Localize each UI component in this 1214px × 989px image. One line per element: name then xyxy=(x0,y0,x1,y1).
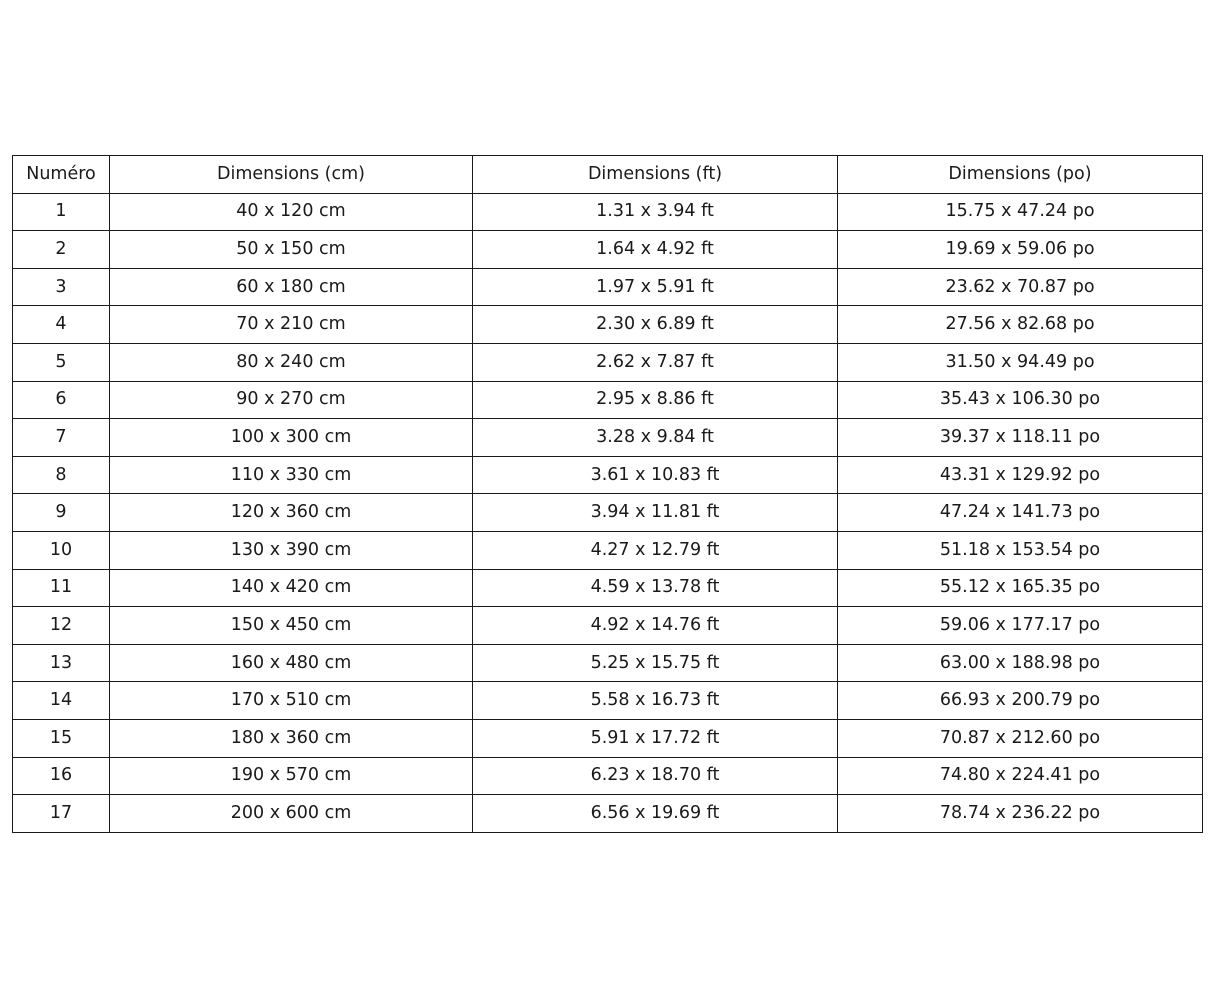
cell-numero: 11 xyxy=(13,569,110,607)
cell-dimensions-cm: 140 x 420 cm xyxy=(110,569,473,607)
table-row xyxy=(13,569,1203,607)
cell-dimensions-ft: 2.30 x 6.89 ft xyxy=(473,306,838,344)
cell-dimensions-po: 47.24 x 141.73 po xyxy=(838,494,1203,532)
cell-dimensions-ft: 1.64 x 4.92 ft xyxy=(473,231,838,269)
cell-dimensions-cm: 170 x 510 cm xyxy=(110,682,473,720)
cell-dimensions-cm: 110 x 330 cm xyxy=(110,456,473,494)
cell-dimensions-cm: 70 x 210 cm xyxy=(110,306,473,344)
cell-dimensions-po: 31.50 x 94.49 po xyxy=(838,343,1203,381)
cell-dimensions-po: 43.31 x 129.92 po xyxy=(838,456,1203,494)
cell-dimensions-po: 55.12 x 165.35 po xyxy=(838,569,1203,607)
column-header-dimensions-po: Dimensions (po) xyxy=(838,156,1203,194)
cell-numero: 8 xyxy=(13,456,110,494)
table-row xyxy=(13,757,1203,795)
table-row xyxy=(13,607,1203,645)
cell-dimensions-ft: 2.95 x 8.86 ft xyxy=(473,381,838,419)
cell-numero: 6 xyxy=(13,381,110,419)
cell-dimensions-po: 27.56 x 82.68 po xyxy=(838,306,1203,344)
cell-numero: 13 xyxy=(13,644,110,682)
table-row xyxy=(13,644,1203,682)
table-row xyxy=(13,531,1203,569)
cell-dimensions-ft: 6.56 x 19.69 ft xyxy=(473,795,838,833)
table-row xyxy=(13,719,1203,757)
cell-dimensions-cm: 80 x 240 cm xyxy=(110,343,473,381)
cell-numero: 5 xyxy=(13,343,110,381)
table-body xyxy=(13,193,1203,832)
cell-dimensions-cm: 60 x 180 cm xyxy=(110,268,473,306)
cell-dimensions-ft: 5.25 x 15.75 ft xyxy=(473,644,838,682)
cell-numero: 9 xyxy=(13,494,110,532)
table-row xyxy=(13,682,1203,720)
cell-dimensions-cm: 100 x 300 cm xyxy=(110,419,473,457)
cell-dimensions-po: 51.18 x 153.54 po xyxy=(838,531,1203,569)
cell-numero: 3 xyxy=(13,268,110,306)
cell-dimensions-cm: 180 x 360 cm xyxy=(110,719,473,757)
cell-numero: 17 xyxy=(13,795,110,833)
cell-dimensions-ft: 6.23 x 18.70 ft xyxy=(473,757,838,795)
cell-dimensions-po: 74.80 x 224.41 po xyxy=(838,757,1203,795)
cell-dimensions-po: 39.37 x 118.11 po xyxy=(838,419,1203,457)
cell-dimensions-cm: 40 x 120 cm xyxy=(110,193,473,231)
table-header-row xyxy=(13,156,1203,194)
cell-dimensions-ft: 5.58 x 16.73 ft xyxy=(473,682,838,720)
cell-dimensions-cm: 130 x 390 cm xyxy=(110,531,473,569)
table-row xyxy=(13,419,1203,457)
cell-dimensions-ft: 4.27 x 12.79 ft xyxy=(473,531,838,569)
table-row xyxy=(13,456,1203,494)
cell-dimensions-po: 66.93 x 200.79 po xyxy=(838,682,1203,720)
cell-dimensions-cm: 160 x 480 cm xyxy=(110,644,473,682)
table-header xyxy=(13,156,1203,194)
cell-numero: 10 xyxy=(13,531,110,569)
cell-dimensions-cm: 120 x 360 cm xyxy=(110,494,473,532)
cell-dimensions-po: 59.06 x 177.17 po xyxy=(838,607,1203,645)
table-row xyxy=(13,306,1203,344)
table-row xyxy=(13,231,1203,269)
cell-dimensions-cm: 200 x 600 cm xyxy=(110,795,473,833)
cell-numero: 12 xyxy=(13,607,110,645)
dimensions-table-container xyxy=(12,155,1202,833)
cell-numero: 14 xyxy=(13,682,110,720)
column-header-dimensions-cm: Dimensions (cm) xyxy=(110,156,473,194)
cell-dimensions-cm: 50 x 150 cm xyxy=(110,231,473,269)
table-row xyxy=(13,494,1203,532)
table-row xyxy=(13,381,1203,419)
cell-dimensions-ft: 4.59 x 13.78 ft xyxy=(473,569,838,607)
cell-dimensions-po: 63.00 x 188.98 po xyxy=(838,644,1203,682)
table-row xyxy=(13,268,1203,306)
cell-dimensions-ft: 4.92 x 14.76 ft xyxy=(473,607,838,645)
table-row xyxy=(13,795,1203,833)
cell-dimensions-ft: 1.31 x 3.94 ft xyxy=(473,193,838,231)
cell-dimensions-ft: 1.97 x 5.91 ft xyxy=(473,268,838,306)
cell-dimensions-po: 23.62 x 70.87 po xyxy=(838,268,1203,306)
cell-dimensions-ft: 5.91 x 17.72 ft xyxy=(473,719,838,757)
cell-dimensions-cm: 90 x 270 cm xyxy=(110,381,473,419)
column-header-numero: Numéro xyxy=(13,156,110,194)
cell-numero: 1 xyxy=(13,193,110,231)
cell-numero: 15 xyxy=(13,719,110,757)
cell-numero: 7 xyxy=(13,419,110,457)
cell-dimensions-ft: 3.61 x 10.83 ft xyxy=(473,456,838,494)
cell-dimensions-po: 15.75 x 47.24 po xyxy=(838,193,1203,231)
table-row xyxy=(13,193,1203,231)
cell-numero: 2 xyxy=(13,231,110,269)
cell-dimensions-ft: 3.94 x 11.81 ft xyxy=(473,494,838,532)
cell-dimensions-po: 78.74 x 236.22 po xyxy=(838,795,1203,833)
cell-dimensions-ft: 2.62 x 7.87 ft xyxy=(473,343,838,381)
cell-dimensions-cm: 150 x 450 cm xyxy=(110,607,473,645)
cell-numero: 16 xyxy=(13,757,110,795)
cell-dimensions-ft: 3.28 x 9.84 ft xyxy=(473,419,838,457)
table-row xyxy=(13,343,1203,381)
dimensions-table xyxy=(12,155,1203,833)
cell-numero: 4 xyxy=(13,306,110,344)
cell-dimensions-po: 70.87 x 212.60 po xyxy=(838,719,1203,757)
cell-dimensions-po: 19.69 x 59.06 po xyxy=(838,231,1203,269)
column-header-dimensions-ft: Dimensions (ft) xyxy=(473,156,838,194)
cell-dimensions-po: 35.43 x 106.30 po xyxy=(838,381,1203,419)
cell-dimensions-cm: 190 x 570 cm xyxy=(110,757,473,795)
